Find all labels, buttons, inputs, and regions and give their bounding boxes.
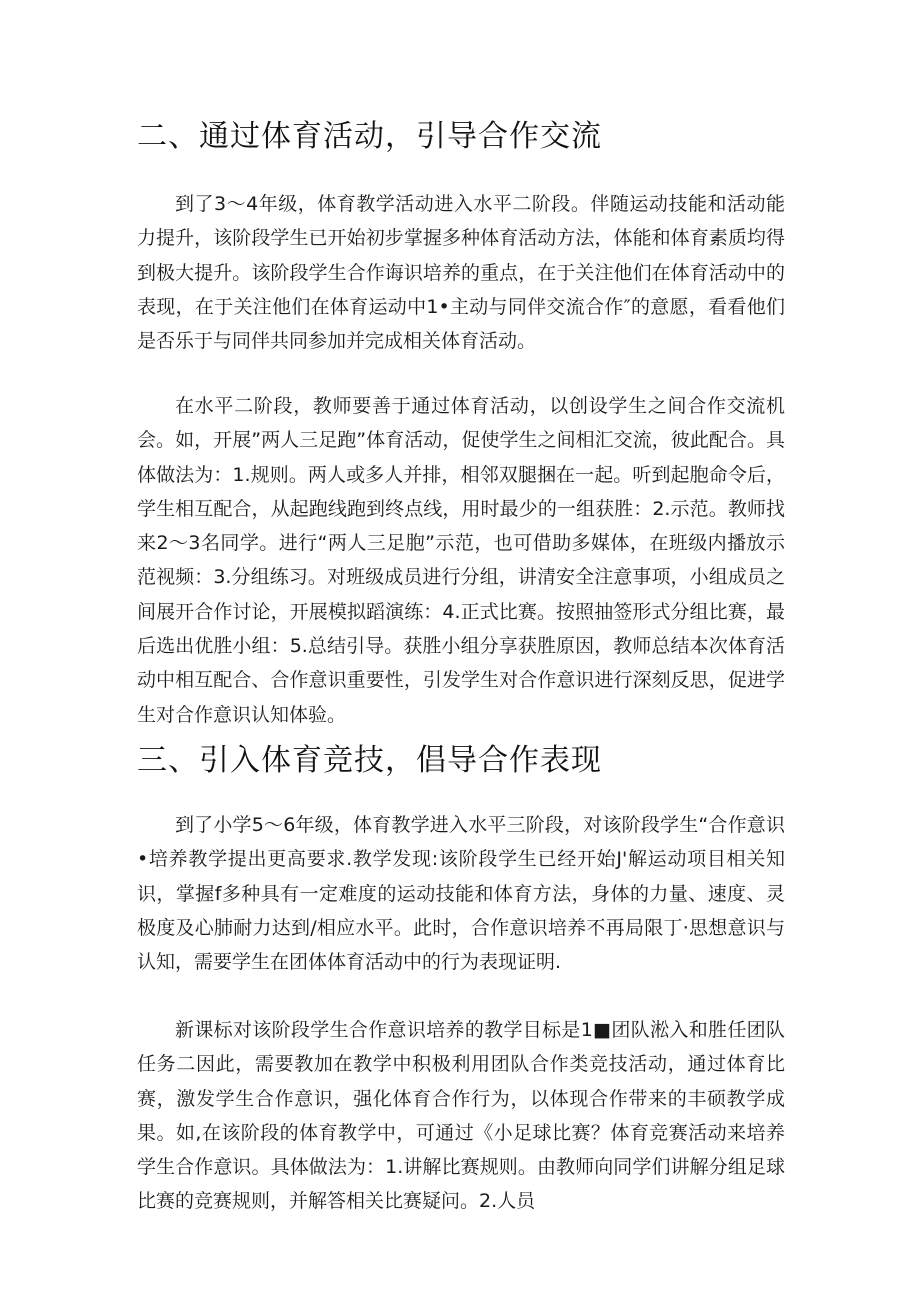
body-paragraph: 到了3〜4年级，体育教学活动进入水平二阶段。伴随运动技能和活动能力提升，该阶段学生已开始初步掌握多种体育活动方法，体能和体育素质均得到极大提升。该阶段学生合作诲识培养的重点，在于关注他们在体育活动中的表现，在于关注他们在体育运动中1•主动与同伴交流合作″的意愿，看看他们是否乐于与同伴共同参加并完成相关体育活动。 <box>137 193 785 353</box>
body-paragraph: 新课标对该阶段学生合作意识培养的教学目标是1■团队淞入和胜任团队任务二因此，需要教加在教学中积极利用团队合作类竞技活动，通过体育比赛，激发学生合作意识，强化体育合作行为，以体现合作带来的丰硕教学成果。如,在该阶段的体育教学中，可通过《小足球比赛？体育竞赛活动来培养学生合作意识。具体做法为：1.讲解比赛规则。由教师向同学们讲解分组足球比赛的竞赛规则，并解答相关比赛疑问。2.人员 <box>137 1019 785 1213</box>
body-paragraph: 在水平二阶段，教师要善于通过体育活动，以创设学生之间合作交流机会。如，开展”两人三足跑”体育活动，促使学生之间相汇交流，彼此配合。具体做法为：1.规则。两人或多人并排，相邻双腿捆在一起。听到起胞命令后，学生相互配合，从起跑线跑到终点线，用时最少的一组获胜：2.示范。教师找来2〜3名同学。进行“两人三足胞”示范，也可借助多媒体，在班级内播放示范视频：3.分组练习。对班级成员进行分组，讲清安全注意事项，小组成员之间展开合作讨论，开展模拟蹈演练：4.正式比赛。按照抽签形式分组比赛，最后选出优胜小组：5.总结引导。获胜小组分享获胜原因，教师总结本次体育活动中相互配合、合作意识重要性，引发学生对合作意识进行深刻反思，促进学生对合作意识认知体验。 <box>137 395 785 726</box>
section-heading-sports-competition: 三、引入体育竞技，倡导合作表现 <box>137 743 602 778</box>
section-heading-cooperation-exchange: 二、通过体育活动，引导合作交流 <box>137 119 602 154</box>
body-paragraph: 到了小学5〜6年级，体育教学进入水平三阶段，对该阶段学生“合作意识•培养教学提出更高要求.教学发现:该阶段学生已经开始J'解运动项目相关知识，掌握f多种具有一定难度的运动技能和体育方法，身体的力量、速度、灵极度及心肺耐力达到/相应水平。此时，合作意识培养不再局限丁·思想意识与认知，需要学生在团体体育活动中的行为表现证明. <box>137 814 785 974</box>
